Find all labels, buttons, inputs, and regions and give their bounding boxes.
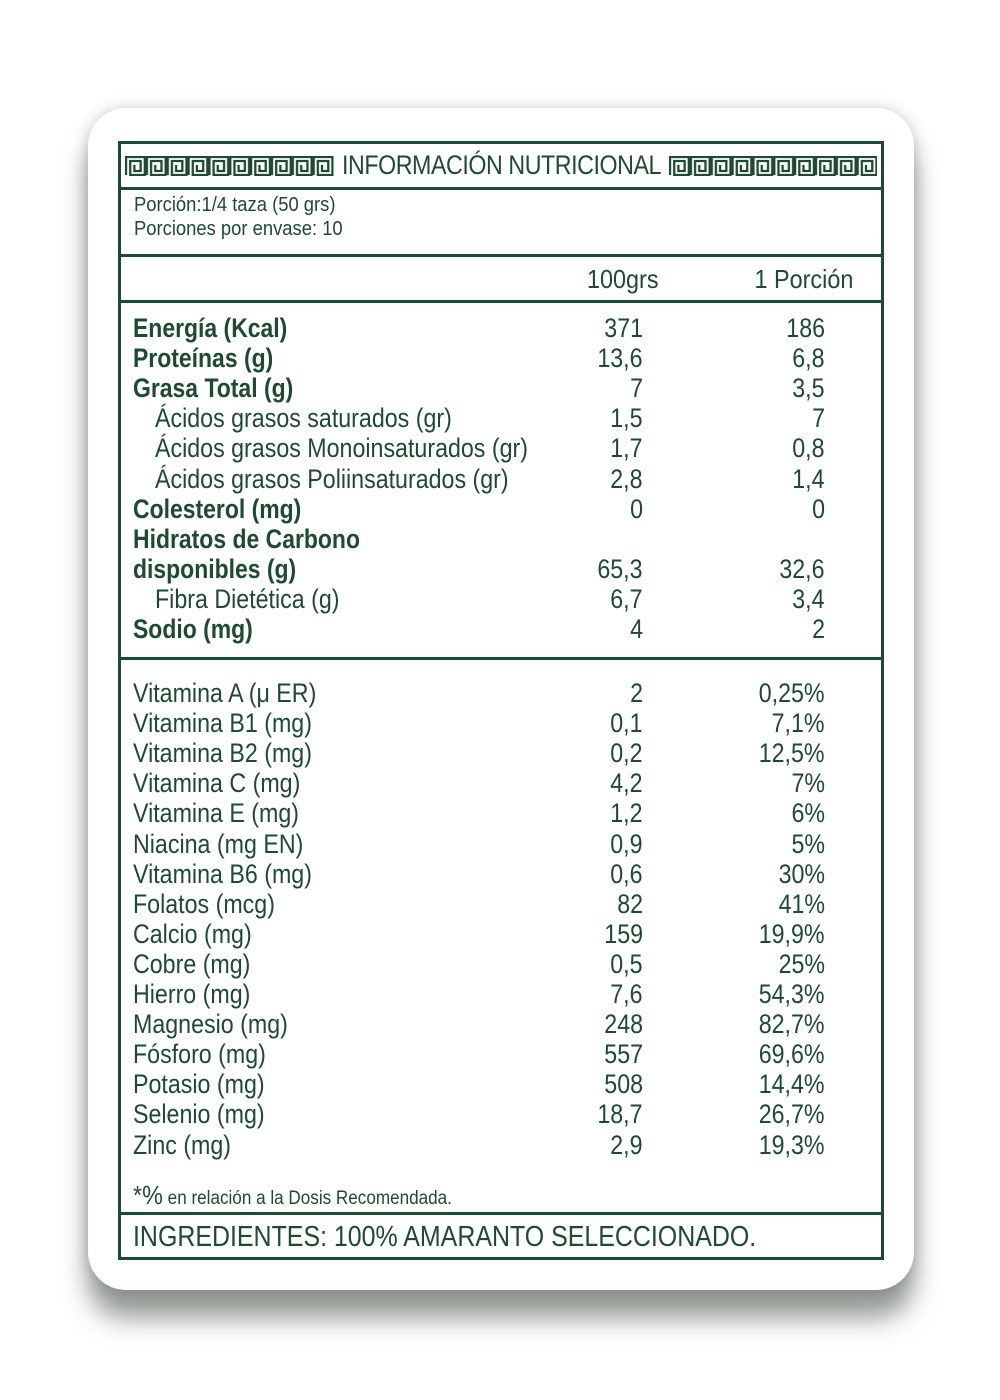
value-100g: 2,9 <box>610 1129 643 1160</box>
nutrient-name: Proteínas (g) <box>133 343 274 374</box>
value-100g: 7 <box>630 373 643 404</box>
table-row <box>121 949 881 979</box>
serving-info <box>121 193 881 241</box>
value-100g: 1,2 <box>610 798 643 829</box>
value-portion: 41% <box>778 888 825 919</box>
table-row <box>121 798 881 828</box>
value-portion: 3,4 <box>792 583 825 614</box>
nutrient-name: Hierro (mg) <box>133 979 251 1009</box>
value-portion: 32,6 <box>779 553 825 584</box>
nutrient-name: Vitamina C (mg) <box>133 768 301 799</box>
table-row <box>121 889 881 919</box>
nutrient-name: Potasio (mg) <box>133 1069 265 1100</box>
value-100g: 557 <box>604 1039 643 1070</box>
value-portion: 14,4% <box>759 1069 825 1100</box>
divider <box>121 300 881 303</box>
value-portion: 6,8 <box>792 343 825 374</box>
nutrient-name: Folatos (mcg) <box>133 888 275 919</box>
ingredients: INGREDIENTES: 100% AMARANTO SELECCIONADO. <box>133 1221 757 1253</box>
value-portion: 7% <box>791 768 825 799</box>
greek-key-border-right <box>669 156 878 176</box>
value-100g: 248 <box>604 1009 643 1040</box>
value-portion: 3,5 <box>792 373 825 404</box>
value-100g: 13,6 <box>597 343 643 374</box>
value-100g: 159 <box>604 918 643 949</box>
table-row <box>121 708 881 738</box>
nutrient-name: Sodio (mg) <box>133 614 253 644</box>
nutrient-name: disponibles (g) <box>133 553 297 584</box>
nutrient-name: Hidratos de Carbono <box>133 523 360 554</box>
value-portion: 5% <box>791 828 825 859</box>
nutrient-name: Vitamina B2 (mg) <box>133 738 312 769</box>
table-row <box>121 584 881 614</box>
value-100g: 0,5 <box>610 948 643 979</box>
value-100g: 2 <box>630 678 643 708</box>
table-row <box>121 738 881 768</box>
table-row <box>121 768 881 798</box>
table-row <box>121 1009 881 1039</box>
value-100g: 1,5 <box>610 403 643 434</box>
value-100g: 1,7 <box>610 433 643 464</box>
value-100g: 508 <box>604 1069 643 1100</box>
value-100g: 0,2 <box>610 738 643 769</box>
value-portion: 7,1% <box>772 708 825 739</box>
value-portion: 25% <box>778 948 825 979</box>
nutrient-name: Energía (Kcal) <box>133 313 288 343</box>
value-100g: 371 <box>604 313 643 343</box>
value-100g: 0,6 <box>610 858 643 889</box>
value-portion: 6% <box>791 798 825 829</box>
nutrient-name: Grasa Total (g) <box>133 373 294 404</box>
nutrient-name: Magnesio (mg) <box>133 1009 288 1040</box>
value-100g: 0,1 <box>610 708 643 739</box>
table-row <box>121 979 881 1009</box>
table-row <box>121 919 881 949</box>
value-100g: 7,6 <box>610 979 643 1009</box>
table-row <box>121 1069 881 1099</box>
table-row <box>121 614 881 644</box>
value-100g: 18,7 <box>597 1099 643 1130</box>
nutrient-name: Niacina (mg EN) <box>133 828 304 859</box>
nutrient-name: Vitamina A (μ ER) <box>133 678 317 708</box>
nutrient-name: Calcio (mg) <box>133 918 252 949</box>
nutrient-name: Fósforo (mg) <box>133 1039 266 1070</box>
value-portion: 0,25% <box>759 678 825 708</box>
divider <box>121 1212 881 1215</box>
nutrient-name: Colesterol (mg) <box>133 493 302 524</box>
table-row <box>121 524 881 554</box>
portions-per-package: Porciones por envase: 10 <box>134 218 343 240</box>
column-header-portion: 1 Porción <box>754 264 854 294</box>
greek-key-border-left <box>125 156 334 176</box>
nutrient-name: Selenio (mg) <box>133 1099 265 1130</box>
nutrient-name: Fibra Dietética (g) <box>155 583 340 614</box>
divider <box>121 254 881 257</box>
value-portion: 0,8 <box>792 433 825 464</box>
value-portion: 30% <box>778 858 825 889</box>
nutrient-name: Vitamina E (mg) <box>133 798 300 829</box>
label-title: INFORMACIÓN NUTRICIONAL <box>341 150 661 180</box>
value-portion: 12,5% <box>759 738 825 769</box>
nutrient-name: Vitamina B1 (mg) <box>133 708 312 739</box>
table-row <box>121 313 881 343</box>
value-portion: 1,4 <box>792 463 825 494</box>
value-100g: 2,8 <box>610 463 643 494</box>
table-row <box>121 433 881 463</box>
table-row <box>121 1099 881 1129</box>
value-100g: 0,9 <box>610 828 643 859</box>
nutrient-name: Ácidos grasos Monoinsaturados (gr) <box>155 433 528 464</box>
value-portion: 82,7% <box>759 1009 825 1040</box>
table-row <box>121 1130 881 1160</box>
nutrient-name: Ácidos grasos Poliinsaturados (gr) <box>155 463 509 494</box>
nutrient-name: Ácidos grasos saturados (gr) <box>155 403 452 434</box>
table-row <box>121 829 881 859</box>
value-portion: 186 <box>786 313 825 343</box>
value-portion: 0 <box>812 493 825 524</box>
table-row <box>121 464 881 494</box>
value-portion: 19,9% <box>759 918 825 949</box>
title-band <box>121 144 881 187</box>
table-row <box>121 494 881 524</box>
table-row <box>121 678 881 708</box>
portion-size: Porción:1/4 taza (50 grs) <box>134 194 336 216</box>
table-row <box>121 403 881 433</box>
nutrient-name: Cobre (mg) <box>133 948 251 979</box>
table-row <box>121 373 881 403</box>
table-row <box>121 1039 881 1069</box>
value-portion: 7 <box>812 403 825 434</box>
divider <box>121 187 881 190</box>
value-100g: 65,3 <box>597 553 643 584</box>
footnote-asterisk: *% <box>133 1180 163 1210</box>
divider <box>121 657 881 660</box>
table-row <box>121 554 881 584</box>
value-100g: 82 <box>617 888 643 919</box>
column-headers <box>121 262 881 300</box>
value-portion: 26,7% <box>759 1099 825 1130</box>
table-row <box>121 859 881 889</box>
value-100g: 4 <box>630 614 643 644</box>
nutrition-label <box>118 141 884 1260</box>
table-row <box>121 343 881 373</box>
footnote <box>133 1180 806 1211</box>
value-100g: 4,2 <box>610 768 643 799</box>
value-100g: 6,7 <box>610 583 643 614</box>
value-portion: 54,3% <box>759 979 825 1009</box>
footnote-text: en relación a la Dosis Recomendada. <box>167 1188 452 1209</box>
value-portion: 69,6% <box>759 1039 825 1070</box>
nutrient-name: Zinc (mg) <box>133 1129 232 1160</box>
value-portion: 2 <box>812 614 825 644</box>
value-portion: 19,3% <box>759 1129 825 1160</box>
value-100g: 0 <box>630 493 643 524</box>
nutrient-name: Vitamina B6 (mg) <box>133 858 312 889</box>
column-header-100g: 100grs <box>586 264 659 294</box>
